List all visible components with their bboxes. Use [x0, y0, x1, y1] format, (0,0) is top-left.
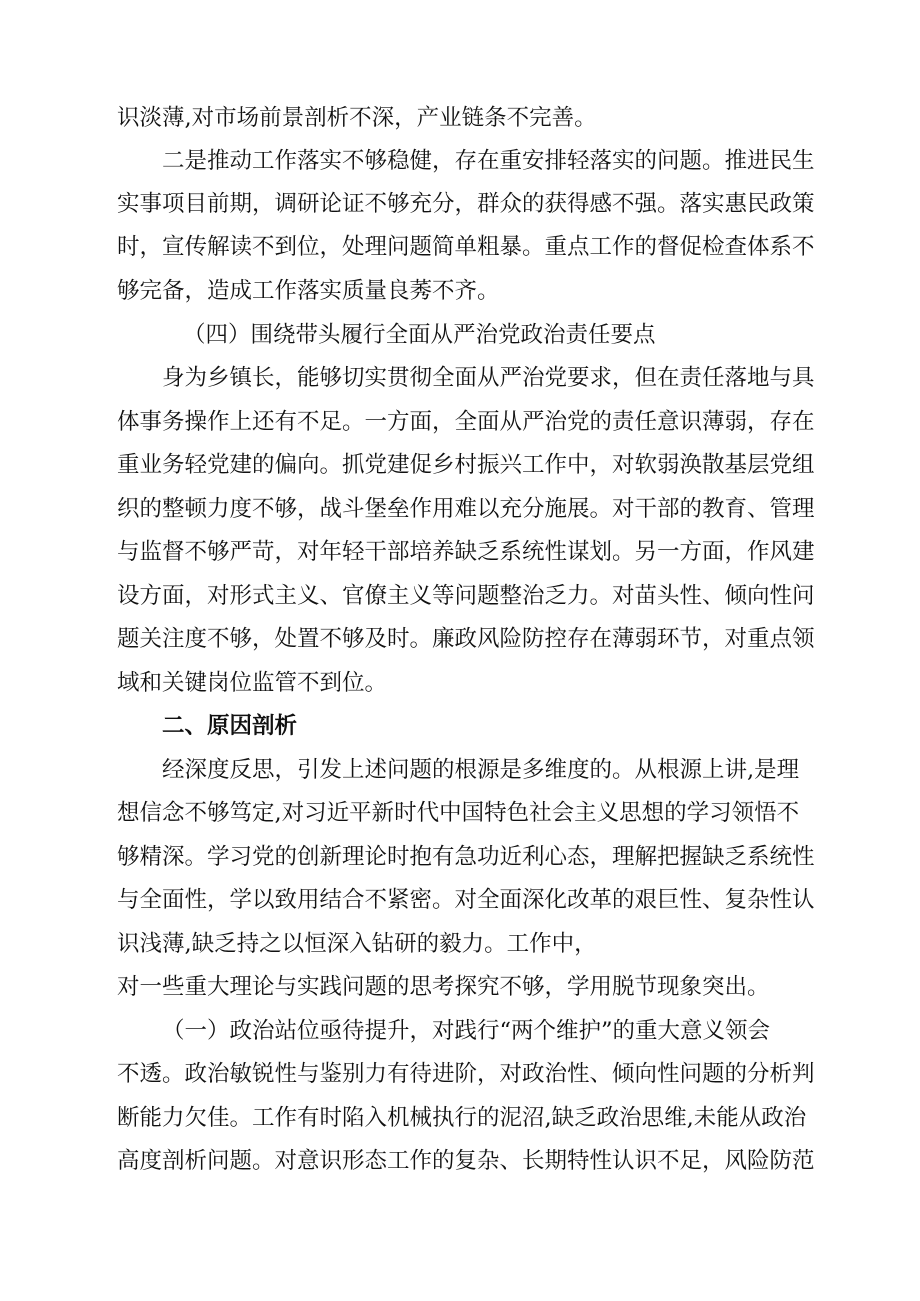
text-line: 织的整顿力度不够，战斗堡垒作用难以充分施展。对干部的教育、管理	[117, 496, 815, 522]
text-line: 设方面，对形式主义、官僚主义等问题整治乏力。对苗头性、倾向性问	[117, 583, 815, 609]
text-line: 识浅薄,缺乏持之以恒深入钻研的毅力。工作中，	[117, 931, 597, 957]
text-line: 二是推动工作落实不够稳健，存在重安排轻落实的问题。推进民生	[162, 148, 815, 174]
text-line: 够精深。学习党的创新理论时抱有急功近利心态，理解把握缺乏系统性	[117, 844, 815, 870]
text-line: 与监督不够严苛，对年轻干部培养缺乏系统性谋划。另一方面，作风建	[117, 539, 815, 565]
text-line: 够完备，造成工作落实质量良莠不齐。	[117, 278, 500, 304]
section-heading: 二、原因剖析	[162, 713, 298, 739]
text-line: 重业务轻党建的偏向。抓党建促乡村振兴工作中，对软弱涣散基层党组	[117, 452, 815, 478]
section-subheading: （一）政治站位亟待提升，对践行“两个维护”的重大意义领会	[162, 1018, 771, 1044]
text-line: 体事务操作上还有不足。一方面，全面从严治党的责任意识薄弱，存在	[117, 409, 815, 435]
section-subheading: （四）围绕带头履行全面从严治党政治责任要点	[183, 322, 656, 348]
text-line: 识淡薄,对市场前景剖析不深，产业链条不完善。	[117, 105, 597, 131]
text-line: 断能力欠佳。工作有时陷入机械执行的泥沼,缺乏政治思维,未能从政治	[117, 1105, 807, 1131]
text-line: 身为乡镇长，能够切实贯彻全面从严治党要求，但在责任落地与具	[162, 365, 815, 391]
text-line: 不透。政治敏锐性与鉴别力有待进阶，对政治性、倾向性问题的分析判	[117, 1061, 815, 1087]
text-line: 对一些重大理论与实践问题的思考探究不够，学用脱节现象突出。	[117, 974, 770, 1000]
text-line: 实事项目前期，调研论证不够充分，群众的获得感不强。落实惠民政策	[117, 191, 815, 217]
text-line: 时，宣传解读不到位，处理问题简单粗暴。重点工作的督促检查体系不	[117, 234, 815, 260]
text-line: 高度剖析问题。对意识形态工作的复杂、长期特性认识不足，风险防范	[117, 1148, 815, 1174]
text-line: 经深度反思，引发上述问题的根源是多维度的。从根源上讲,是理	[162, 757, 800, 783]
text-line: 域和关键岗位监管不到位。	[117, 670, 388, 696]
text-line: 想信念不够笃定,对习近平新时代中国特色社会主义思想的学习领悟不	[117, 800, 800, 826]
text-line: 题关注度不够，处置不够及时。廉政风险防控存在薄弱环节，对重点领	[117, 626, 815, 652]
text-line: 与全面性，学以致用结合不紧密。对全面深化改革的艰巨性、复杂性认	[117, 887, 815, 913]
